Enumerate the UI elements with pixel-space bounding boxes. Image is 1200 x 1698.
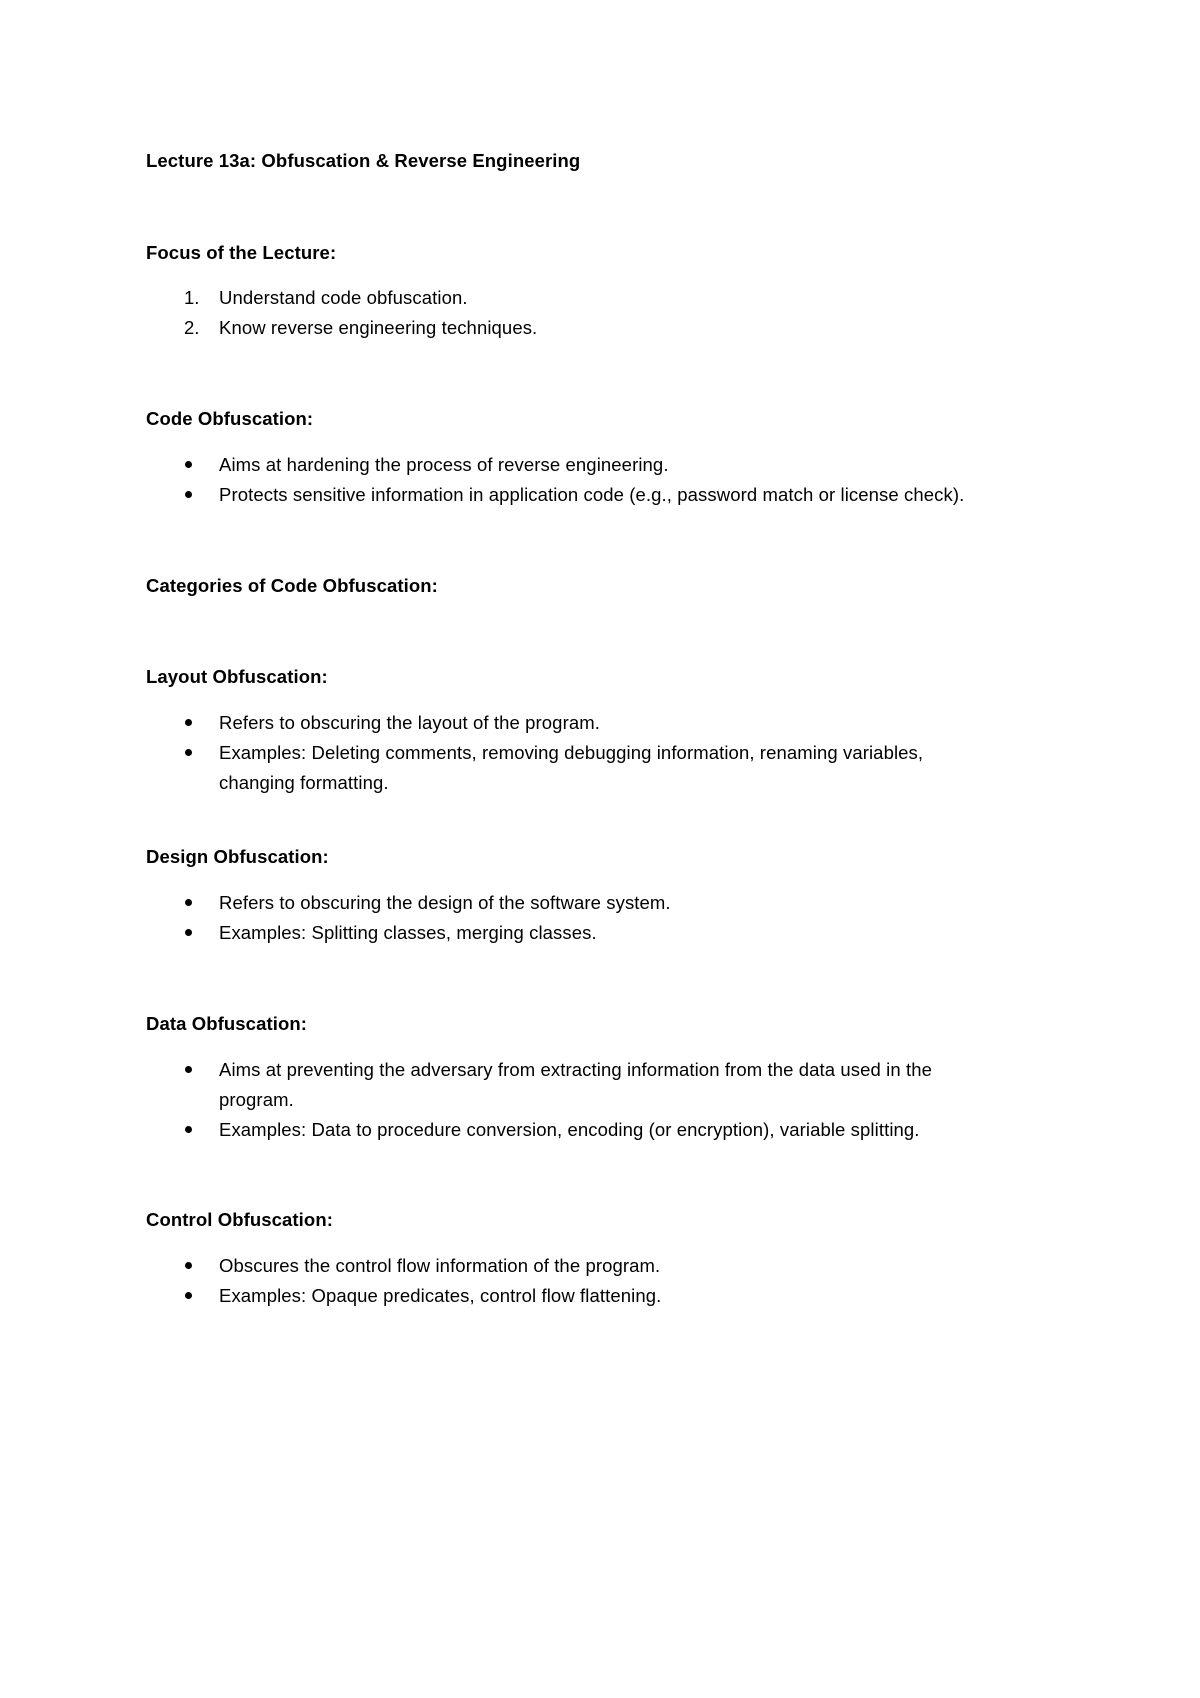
- bullet-icon: [185, 899, 192, 906]
- bullet-icon: [185, 929, 192, 936]
- bullet-icon: [185, 491, 192, 498]
- data-obfuscation-item: Aims at preventing the adversary from extracting information from the data used in the: [219, 1059, 932, 1080]
- control-obfuscation-item: Obscures the control flow information of the program.: [219, 1255, 661, 1276]
- design-obfuscation-heading: Design Obfuscation:: [146, 846, 329, 867]
- data-obfuscation-heading: Data Obfuscation:: [146, 1013, 308, 1034]
- bullet-icon: [185, 1066, 192, 1073]
- control-obfuscation-heading: Control Obfuscation:: [146, 1209, 333, 1230]
- layout-obfuscation-heading: Layout Obfuscation:: [146, 666, 328, 687]
- focus-heading: Focus of the Lecture:: [146, 242, 337, 263]
- control-obfuscation-item: Examples: Opaque predicates, control flow flattening.: [219, 1285, 662, 1306]
- design-obfuscation-item: Refers to obscuring the design of the software system.: [219, 892, 671, 913]
- bullet-icon: [185, 1292, 192, 1299]
- layout-obfuscation-item: Refers to obscuring the layout of the program.: [219, 712, 600, 733]
- categories-heading: Categories of Code Obfuscation:: [146, 575, 438, 596]
- data-obfuscation-item: Examples: Data to procedure conversion, encoding (or encryption), variable splitting.: [219, 1119, 920, 1140]
- code-obfuscation-item: Aims at hardening the process of reverse engineering.: [219, 454, 669, 475]
- focus-item: Understand code obfuscation.: [219, 287, 468, 308]
- list-number: 2.: [184, 317, 200, 338]
- layout-obfuscation-item-continuation: changing formatting.: [219, 772, 389, 793]
- data-obfuscation-item-continuation: program.: [219, 1089, 294, 1110]
- bullet-icon: [185, 461, 192, 468]
- bullet-icon: [185, 749, 192, 756]
- bullet-icon: [185, 1262, 192, 1269]
- code-obfuscation-item: Protects sensitive information in application code (e.g., password match or license check).: [219, 484, 965, 505]
- design-obfuscation-item: Examples: Splitting classes, merging classes.: [219, 922, 597, 943]
- code-obfuscation-heading: Code Obfuscation:: [146, 408, 314, 429]
- bullet-icon: [185, 719, 192, 726]
- document-title: Lecture 13a: Obfuscation & Reverse Engineering: [146, 150, 581, 171]
- bullet-icon: [185, 1126, 192, 1133]
- layout-obfuscation-item: Examples: Deleting comments, removing debugging information, renaming variables,: [219, 742, 924, 763]
- focus-item: Know reverse engineering techniques.: [219, 317, 538, 338]
- list-number: 1.: [184, 287, 200, 308]
